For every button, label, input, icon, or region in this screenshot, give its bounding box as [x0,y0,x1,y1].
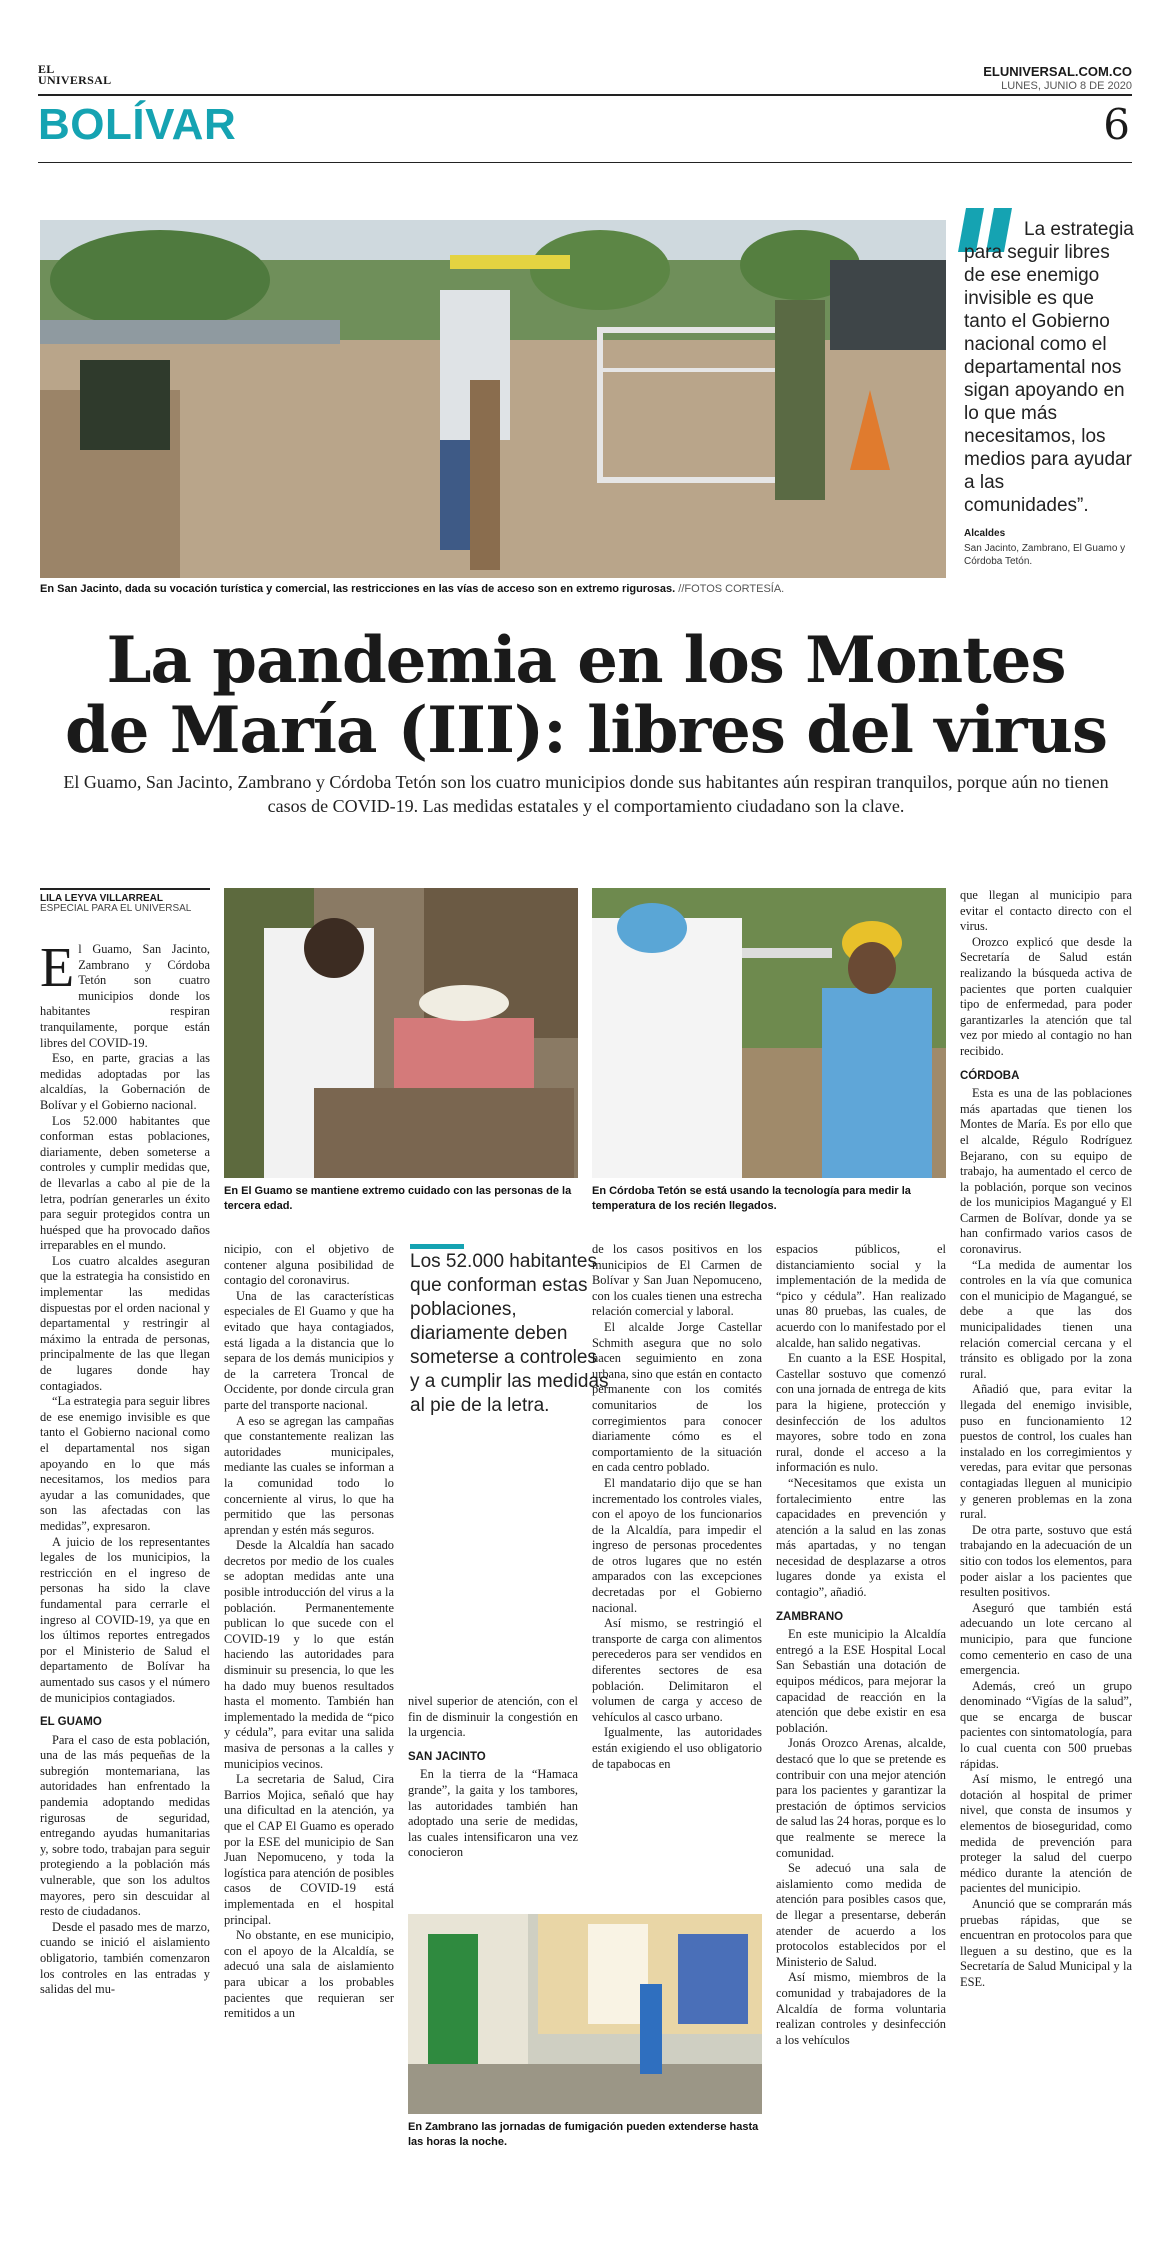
article-column-3: nivel superior de atención, con el fin de disminuir la congestión en la urgencia. SAN JACINTO En la tierra de la “Hamaca grande”, la gaita y los tambores, las autoridades también han adoptado una serie de medidas, las cuales intensificaron una vez conocieron [408,1694,578,1860]
pull-quote-bar [410,1244,464,1249]
section-rule [38,162,1132,163]
article-column-6: que llegan al municipio para evitar el contacto directo con el virus. Orozco explicó que desde la Secretaría de Salud están realizando la búsqueda activa de pacientes que porten cualquier tipo de enfermedad, para poder garantizarles la atención que tal vez por miedo al contagio no han recibido. CÓRDOBA Esta es una de las poblaciones más apartadas que tienen los Montes de María. Es por ello que el alcalde, Régulo Rodríguez Bejarano, con su equipo de trabajo, ha aumentado el cerco de la población, porque son vecinos de los municipios Magangué y El Carmen de Bolívar, donde ya se han confirmado varios casos de coronavirus. “La medida de aumentar los controles en la vía que comunica con el municipio de Magangué, se debe a que las dos municipalidades tienen una relación comercial cercana y el tránsito es obligado por la zona rural. Añadió que, para evitar la llegada del enemigo invisible, puso en funcionamiento 12 puestos de control, los cuales han instalado en los corregimientos y veredas, para evitar que personas contagiadas lleguen al municipio y generen problemas en la zona rural. De otra parte, sostuvo que está trabajando en la adecuación de un sitio con todos los elementos, para poder aislar a los pacientes que resulten positivos. Aseguró que también está adecuando un lote cercano al municipio, para que funcione como cementerio en caso de una emergencia. Además, creó un grupo denominado “Vigías de la salud”, que se encarga de buscar pacientes con sintomatología, para lo cual cuenta con 500 pruebas rápidas. Así mismo, le entregó una dotación al hospital de primer nivel, que consta de insumos y elementos de bioseguridad, como medida de prevención para proteger la salud del cuerpo médico durante la atención de pacientes del municipio. Anunció que se comprarán más pruebas rápidas, que se encuentran en protocolos para que lleguen a su destino, que es la Secretaría de Salud Municipal y la ESE. [960,888,1132,1989]
quote-author-role: San Jacinto, Zambrano, El Guamo y Córdoba Tetón. [964,543,1126,567]
subhead-san-jacinto: SAN JACINTO [408,1750,486,1763]
byline-name: LILA LEYVA VILLARREAL [40,888,210,904]
cordoba-caption: En Córdoba Tetón se está usando la tecnología para medir la temperatura de los recién llegados. [592,1185,911,1212]
pull-quote: Los 52.000 habitantes que conforman estas poblaciones, diariamente deben someterse a controles y a cumplir las medidas al pie de la letra. [410,1251,609,1416]
zambrano-photo [408,1914,762,2114]
drop-cap: E [40,937,75,999]
el-guamo-caption: En El Guamo se mantiene extremo cuidado con las personas de la tercera edad. [224,1185,572,1212]
newspaper-logo: EL UNIVERSAL [38,62,112,87]
cordoba-photo [592,888,946,1178]
header-rule [38,94,1132,96]
article-column-2: nicipio, con el objetivo de contener alguna posibilidad de contagio del coronavirus. Una de las características especiales de El Guamo y que ha evitado que haya contagiados, está ligada a la distancia que lo separa de los demás municipios y de la carretera Troncal de Occidente, por donde circula gran parte del transporte nacional. A eso se agregan las campañas que constantemente realizan las autoridades municipales, mediante las cuales se informan a la comunidad todo lo concerniente al virus, lo que ha permitido que las personas aprendan y estén más seguros. Desde la Alcaldía han sacado decretos por medio de los cuales se adoptan medidas ante una posible introducción del virus a la población. Permanentemente publican lo que sucede con el COVID-19 y lo que están haciendo las autoridades para disminuir su presencia, lo que les ha dado muy buenos resultados hasta el momento. También han implementado la medida de “pico y cédula”, para evitar una salida masiva de personas a la calles y municipios vecinos. La secretaria de Salud, Cira Barrios Mojica, señaló que hay una dificultad en la atención, ya que el CAP El Guamo es operado por la ESE del municipio de San Juan Nepomuceno, y toda la logística para atención de posibles casos de COVID-19 está implementada en el hospital principal. No obstante, en ese municipio, con el apoyo de la Alcaldía, se adecuó una sala de aislamiento para ubicar a los probables pacientes que requieran ser remitidos a un [224,1242,394,2021]
subhead-zambrano: ZAMBRANO [776,1610,844,1623]
el-guamo-photo [224,888,578,1178]
quote-author: Alcaldes [964,528,1006,539]
subhead-el-guamo: EL GUAMO [40,1716,102,1729]
subheadline: El Guamo, San Jacinto, Zambrano y Córdoba Tetón son los cuatro municipios donde sus habitantes aún respiran tranquilos, porque aún no tienen casos de COVID-19. Las medidas estatales y el comportamiento ciudadano son la clave. [63,772,1109,816]
photo-credit: //FOTOS CORTESÍA. [678,583,785,595]
pull-quote-top: La estrategia para seguir libres de ese enemigo invisible es que tanto el Gobierno nacional como el departamental nos sigan apoyando en lo que más necesitamos, los medios para ayudar a las comunidades”. [964,219,1134,516]
byline-role: ESPECIAL PARA EL UNIVERSAL [40,903,192,914]
checkpoint-photo [40,220,946,578]
page-number: 6 [1103,100,1130,149]
issue-date: LUNES, JUNIO 8 DE 2020 [1001,80,1132,92]
section-title: BOLÍVAR [38,100,237,149]
article-column-1: El Guamo, San Jacinto, Zambrano y Córdoba Tetón son cuatro municipios donde los habitantes respiran tranquilamente, porque están libres del COVID-19. Eso, en parte, gracias a las medidas adoptadas por las alcaldías, la Gobernación de Bolívar y el Gobierno nacional. Los 52.000 habitantes que conforman estas poblaciones, diariamente, deben someterse a controles y cumplir medidas que, de llevarlas a cabo al pie de la letra, podrían generarles un éxito para seguir protegidos contra un huésped que ha provocado daños irreparables en el mundo. Los cuatro alcaldes aseguran que la estrategia ha consistido en implementar las medidas dispuestas por el orden nacional y departamental y restringir al máximo la entrada de personas, principalmente de las que llegan de lugares donde hay contagiados. “La estrategia para seguir libres de ese enemigo invisible es que tanto el Gobierno nacional como el departamental nos sigan apoyando en lo que más necesitamos, los medios para ayudar a las comunidades, que son las afectadas con las medidas”, expresaron. A juicio de los representantes legales de los municipios, la restricción en el ingreso de personas ha sido la clave fundamental para cerrarle el ingreso al COVID-19, ya que en los últimos reportes entregados por el Ministerio de Salud el departamento de Bolívar ha aumentado sus casos y el número de municipios contagiados. EL GUAMO Para el caso de esta población, una de las más pequeñas de la subregión montemariana, las autoridades han enfrentado la pandemia adoptando medidas rigurosas de seguridad, entregando ayudas humanitarias y, sobre todo, trabajan para seguir protegiendo a la población más vulnerable, que son los adultos mayores, pero sin descuidar al resto de ciudadanos. Desde el pasado mes de marzo, cuando se inició el aislamiento obligatorio, también comenzaron los controles en las entradas y salidas del mu- [40,937,210,1997]
top-photo-caption: En San Jacinto, dada su vocación turística y comercial, las restricciones en las vías de acceso son en extremo rigurosas. //FOTOS CORTESÍA. [40,583,785,595]
article-column-5: espacios públicos, el distanciamiento social y la implementación de la medida de “pico y cédula”. Han realizado unas 80 pruebas, las cuales, de acuerdo con lo manifestado por el alcalde, han salido negativas. En cuanto a la ESE Hospital, Castellar sostuvo que comenzó con una jornada de entrega de kits para la higiene, protección y desinfección de los adultos mayores, sobre todo en zona rural, donde el acceso a la información es nulo. “Necesitamos que exista un fortalecimiento entre las capacidades en prevención y atención a la salud en las zonas más apartadas, y no tengan necesidad de desplazarse a otros lugares donde ya exista el contagio”, añadió. ZAMBRANO En este municipio la Alcaldía entregó a la ESE Hospital Local San Sebastián una dotación de equipos médicos, para mejorar la capacidad de reacción en la atención que debe existir en esa población. Jonás Orozco Arenas, alcalde, destacó que lo que se pretende es contribuir con una mejor atención para los pacientes y garantizar la prestación de óptimos servicios de salud las 24 horas, porque es lo que realmente se merece la comunidad. Se adecuó una sala de aislamiento como medida de atención para posibles casos que, de llegar a presentarse, deberán atender de acuerdo a los protocolos establecidos por el Ministerio de Salud. Así mismo, miembros de la comunidad y trabajadores de la Alcaldía de forma voluntaria realizan controles y desinfección a los vehículos [776,1242,946,2047]
zambrano-caption: En Zambrano las jornadas de fumigación pueden extenderse hasta las horas la noche. [408,2121,759,2148]
site-url: ELUNIVERSAL.COM.CO [983,64,1132,79]
article-column-4: de los casos positivos en los municipios de El Carmen de Bolívar y San Juan Nepomuceno, con los cuales tienen una estrecha relación comercial y laboral. El alcalde Jorge Castellar Schmith asegura que no solo hacen seguimiento en zona urbana, sino que están en contacto permanente con los comités comunitarios de los corregimientos para conocer diariamente cómo es el comportamiento de la situación en cada centro poblado. El mandatario dijo que se han incrementado los controles viales, con el apoyo de los funcionarios de la Alcaldía, para impedir el ingreso de personas procedentes de otros lugares que no estén amparados con las excepciones decretadas por el Gobierno nacional. Así mismo, se restringió el transporte de carga con alimentos perecederos para ser vendidos en diferentes sectores de esa población. Delimitaron el volumen de carga y acceso de vehículos al casco urbano. Igualmente, las autoridades están exigiendo el uso obligatorio de tapabocas en [592,1242,762,1771]
headline: La pandemia en los Montes de María (III): libres del virus [64,623,1108,768]
subhead-cordoba: CÓRDOBA [960,1069,1020,1082]
